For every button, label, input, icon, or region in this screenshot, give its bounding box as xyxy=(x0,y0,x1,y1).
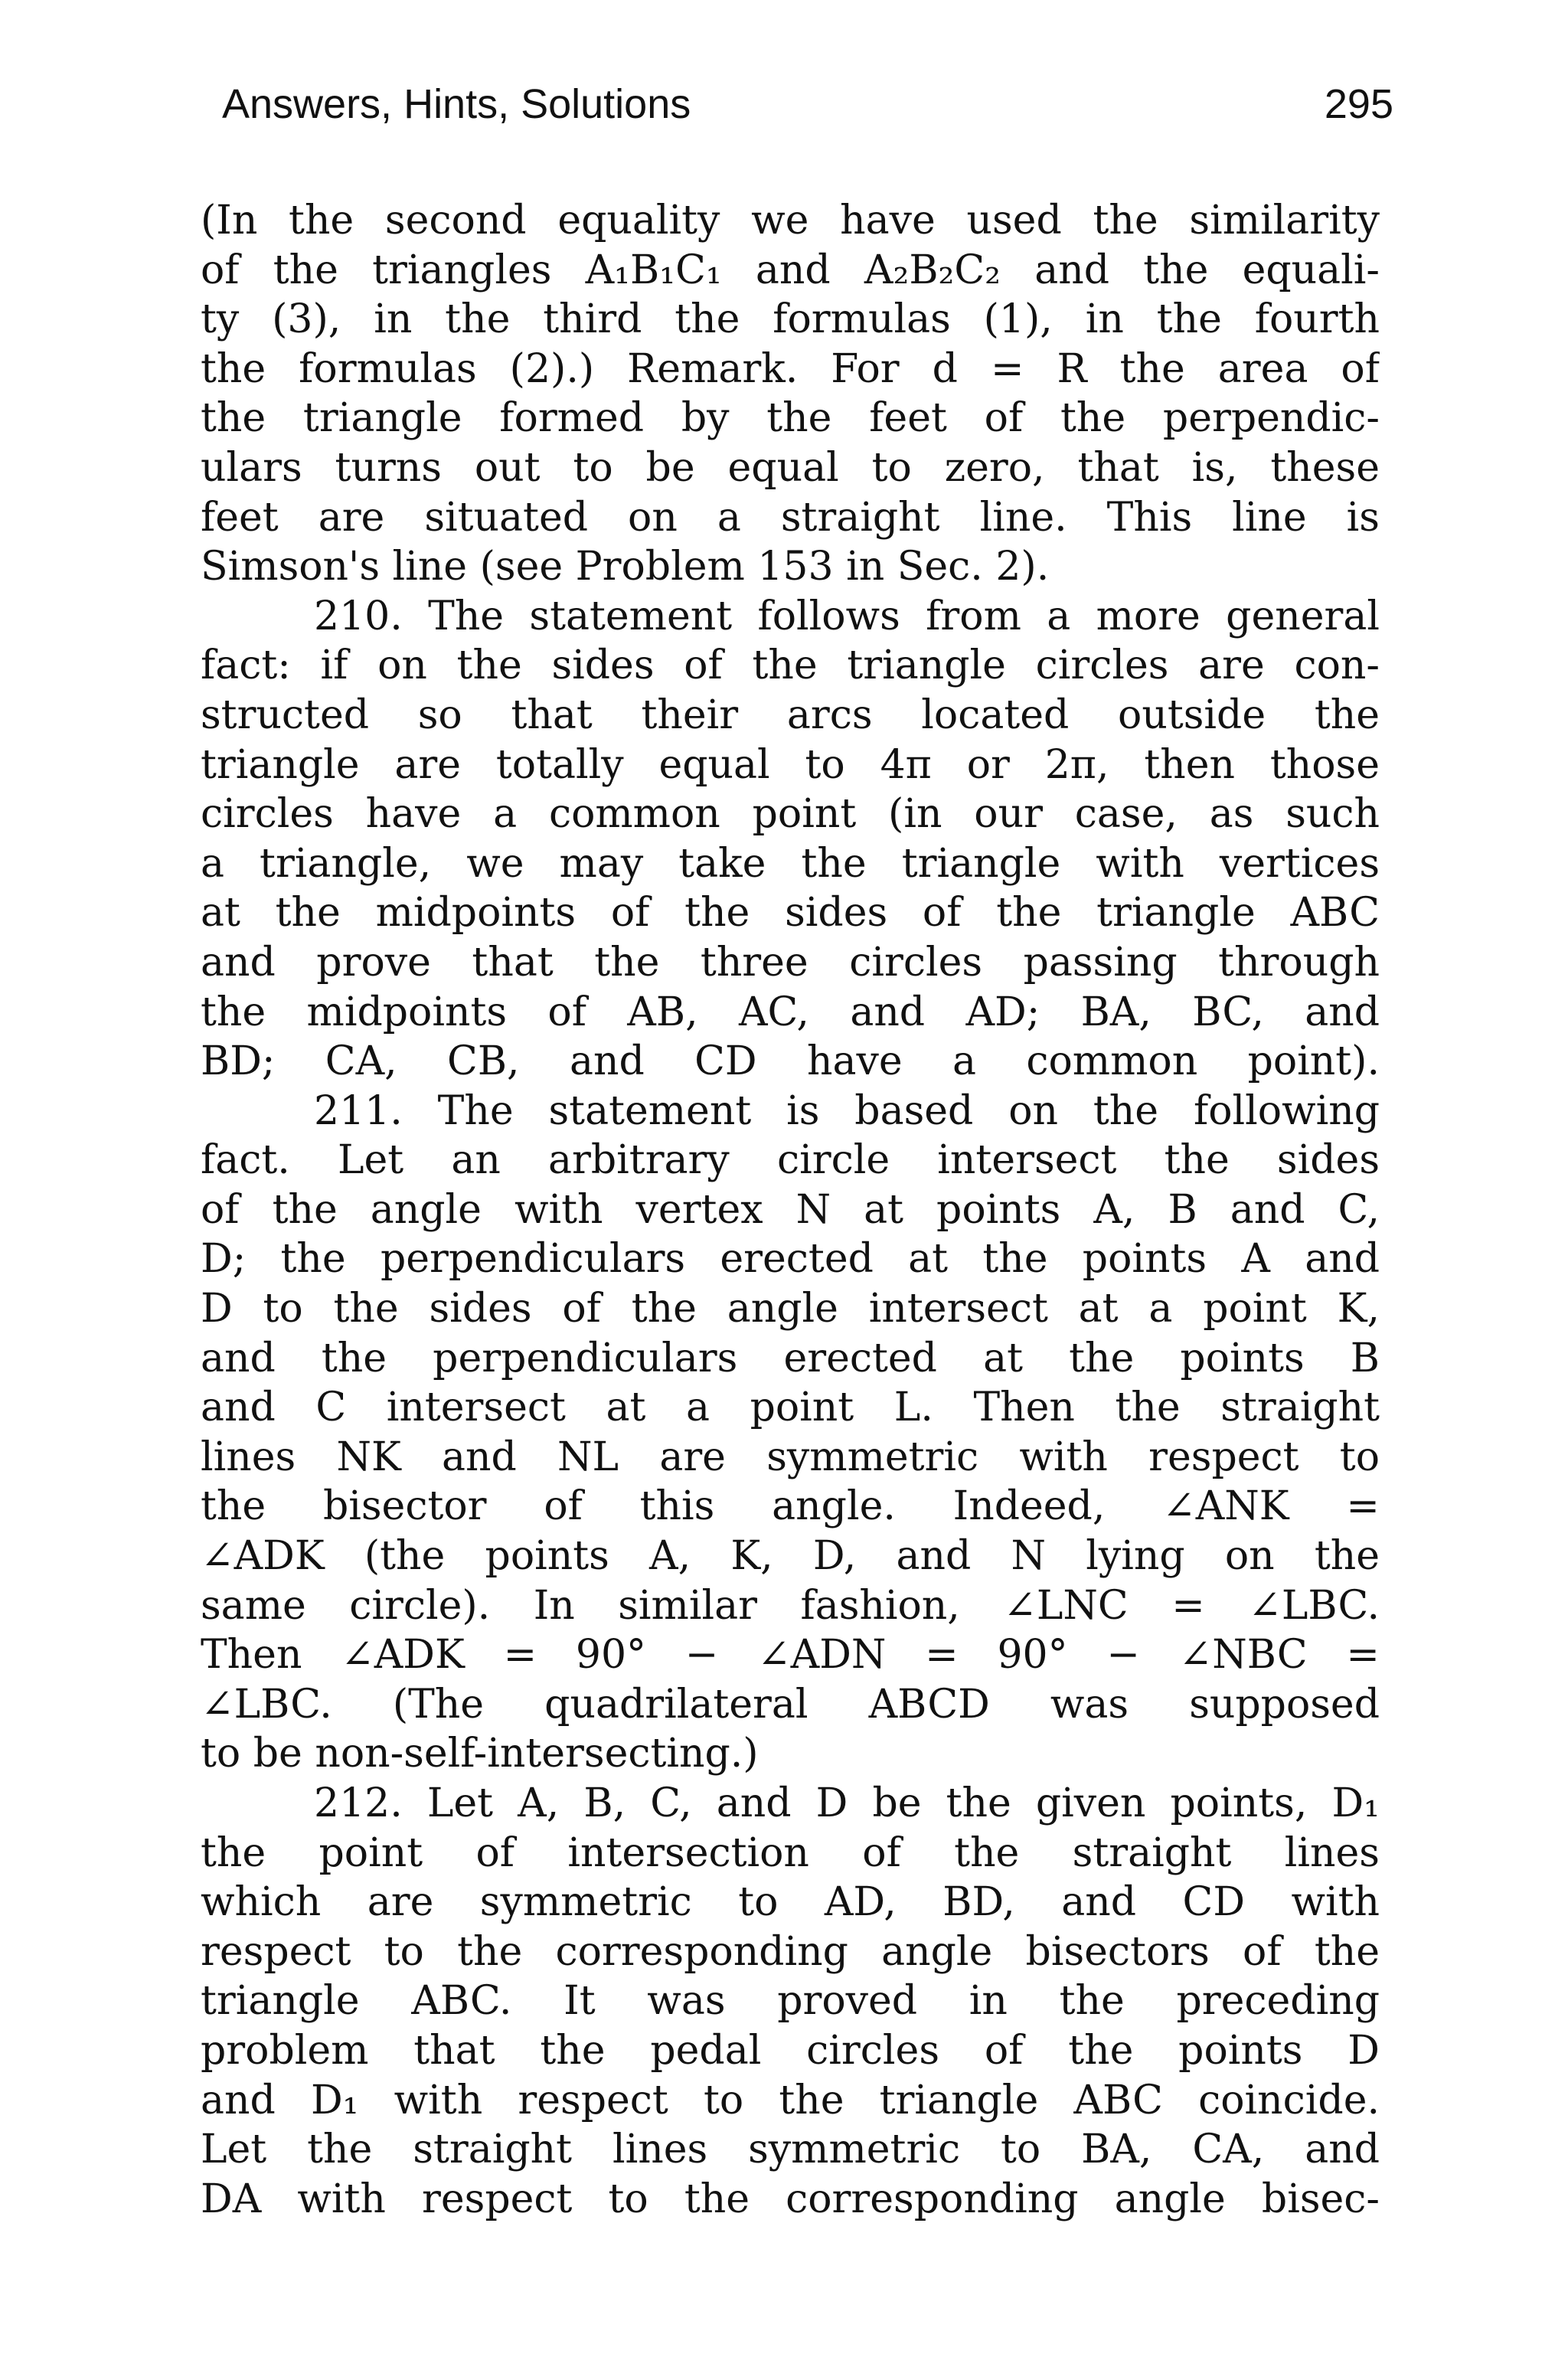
text-line: lines NK and NL are symmetric with respect to xyxy=(201,1434,1380,1480)
text-line: structed so that their arcs located outside the xyxy=(201,691,1380,738)
text-line: triangle ABC. It was proved in the preceding xyxy=(201,1978,1380,2025)
text-line: and the perpendiculars erected at the points B xyxy=(201,1335,1380,1381)
running-title: Answers, Hints, Solutions xyxy=(222,81,691,127)
text-line: and prove that the three circles passing through xyxy=(201,939,1380,986)
text-line: BD; CA, CB, and CD have a common point). xyxy=(201,1038,1380,1085)
text-line: D; the perpendiculars erected at the points A and xyxy=(201,1236,1380,1283)
text-line: problem that the pedal circles of the points D xyxy=(201,2027,1380,2074)
text-line: of the angle with vertex N at points A, B and C, xyxy=(201,1186,1380,1233)
text-line: DA with respect to the corresponding angle bisec- xyxy=(201,2176,1380,2222)
problem-211-start: 211. The statement is based on the following xyxy=(314,1087,1380,1134)
text-line: the midpoints of AB, AC, and AD; BA, BC, and xyxy=(201,989,1380,1035)
problem-210-start: 210. The statement follows from a more general xyxy=(314,593,1380,639)
text-line: fact: if on the sides of the triangle circles are con- xyxy=(201,642,1380,689)
text-line: a triangle, we may take the triangle with vertices xyxy=(201,840,1380,887)
text-line: the triangle formed by the feet of the perpendic- xyxy=(201,395,1380,442)
text-line: Let the straight lines symmetric to BA, CA, and xyxy=(201,2127,1380,2173)
text-line: fact. Let an arbitrary circle intersect the sides xyxy=(201,1137,1380,1184)
text-line: circles have a common point (in our case, as such xyxy=(201,791,1380,838)
text-line: and D₁ with respect to the triangle ABC coincide. xyxy=(201,2077,1380,2123)
text-line: D to the sides of the angle intersect at a point K, xyxy=(201,1286,1380,1332)
text-line: at the midpoints of the sides of the triangle ABC xyxy=(201,890,1380,937)
text-line: triangle are totally equal to 4π or 2π, then those xyxy=(201,741,1380,788)
running-header xyxy=(222,74,1393,135)
text-line: of the triangles A₁B₁C₁ and A₂B₂C₂ and the equali- xyxy=(201,247,1380,293)
text-line: the formulas (2).) Remark. For d = R the area of xyxy=(201,345,1380,392)
text-line: the point of intersection of the straight lines xyxy=(201,1829,1380,1876)
text-line: respect to the corresponding angle bisectors of the xyxy=(201,1928,1380,1975)
text-line: Simson's line (see Problem 153 in Sec. 2). xyxy=(201,544,1050,590)
problem-212-start: 212. Let A, B, C, and D be the given points, D₁ xyxy=(314,1780,1380,1826)
text-line: same circle). In similar fashion, ∠LNC = ∠LBC. xyxy=(201,1582,1380,1629)
text-line: feet are situated on a straight line. This line is xyxy=(201,494,1380,541)
text-line: ∠LBC. (The quadrilateral ABCD was supposed xyxy=(201,1681,1380,1728)
text-line: (In the second equality we have used the similarity xyxy=(201,198,1380,244)
page-number: 295 xyxy=(1324,81,1393,127)
text-line: which are symmetric to AD, BD, and CD with xyxy=(201,1879,1380,1926)
text-line: ∠ADK (the points A, K, D, and N lying on the xyxy=(201,1533,1380,1580)
text-line: the bisector of this angle. Indeed, ∠ANK = xyxy=(201,1483,1380,1530)
text-line: Then ∠ADK = 90° − ∠ADN = 90° − ∠NBC = xyxy=(201,1632,1380,1679)
text-line: and C intersect at a point L. Then the straight xyxy=(201,1385,1380,1431)
page-body xyxy=(201,196,1380,2224)
text-line: to be non-self-intersecting.) xyxy=(201,1731,759,1777)
text-line: ulars turns out to be equal to zero, that is, these xyxy=(201,444,1380,491)
text-line: ty (3), in the third the formulas (1), in the fourth xyxy=(201,296,1380,343)
